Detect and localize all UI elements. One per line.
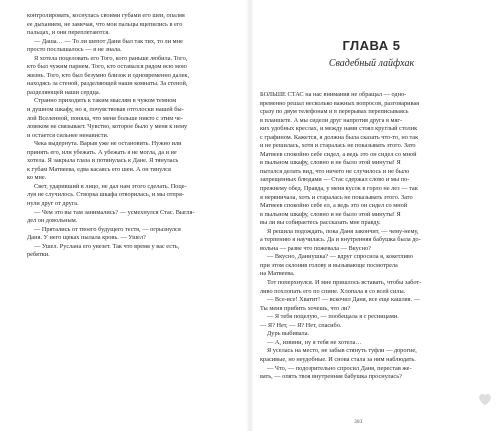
text-line: пальцах, и они переплетаются. <box>27 29 110 37</box>
text-line: в пыльном шкафу, словно и не было этой минуты! Я <box>260 159 401 167</box>
text-line: — Я тебя поцелую, — пообещала я с ресницами. <box>267 313 399 321</box>
text-line: Странно приходить к таким мыслям в чужом темном <box>34 97 177 105</box>
text-line: БОЛЬШЕ СТАС на нас внимания не обращал — одно- <box>260 91 407 98</box>
text-line: — Я? Нет, — Я? Нет, спасибо. <box>260 321 342 329</box>
text-line: при этом склонив голову и вызывающе посмотрела <box>260 261 398 269</box>
text-line: принять его, или убежать. А убежать я не могла, да и не <box>27 148 177 156</box>
text-line: Тот поперхнулся. И мне пришлось вставать, чтобы забот- <box>267 279 422 287</box>
text-line: Чека выдернута. Варыв уже не остановить. Нужно или <box>34 140 182 148</box>
text-line: ребятки. <box>27 251 50 259</box>
text-line: ко мне. <box>27 174 47 182</box>
text-line: луя не случилось. Створка шкафа отворилась, и мы отпря- <box>27 191 184 199</box>
text-line: Дурь выбивала. <box>267 330 310 338</box>
chapter-subtitle: Свадебный лайфхак <box>328 58 415 69</box>
text-line: Я уселась на место, не забыв стянуть туфли — дорогие, <box>267 347 417 355</box>
text-line: с графином. Кажется, я должна была сказать что-то, но так <box>260 133 419 141</box>
text-line: ких удобных креслах, и между нами стоял круглый столик <box>260 125 418 133</box>
text-line: и остается сильнее ненависти. <box>27 131 109 139</box>
text-line: — Все-все! Хватит! — вскочил Даня, все еще кашляя. — <box>267 296 420 304</box>
text-line: красивые, но неудобные. И снова стала за ним наблюдать. <box>260 355 416 363</box>
text-line: сразу по двум телефонам и в перерывах переписываясь <box>260 108 409 116</box>
text-line: — Даша… — То ли шепот Дани был так тих, то ли мне <box>34 37 183 45</box>
left-page <box>0 0 248 431</box>
text-line: дел он довольным. <box>27 217 78 225</box>
text-line: временно решал несколько важных вопросов, разговаривая <box>260 99 420 107</box>
text-line: — Что, — подозрительно спросил Даня, перестав же- <box>267 364 412 372</box>
text-line: — Чем это вы там занимались? — усмехнулся Стас. Выгля- <box>34 208 195 216</box>
text-line: разделяющей наши сердца. <box>27 88 101 96</box>
text-line: Я хотела поцеловать его Того, кого раньше любила. Того, <box>34 54 188 62</box>
text-line: Матвеев спокойно себе сидел, а ведь это он сидел со мной <box>260 150 417 158</box>
text-line: ливо похлопать его по спине. Хлопала я со всей силы. <box>260 287 406 295</box>
text-line: и не решилась, хотя и старалась не показывать этого. Зато <box>260 142 416 150</box>
chapter-title: ГЛАВА 5 <box>342 38 401 53</box>
text-line: нули друг от друга. <box>27 200 79 208</box>
text-line: кто был чужим парнем. Того, кто оставался рядом всю мою <box>27 63 187 71</box>
text-line: просто послышалось — я не знала. <box>27 46 122 54</box>
right-page <box>252 0 500 431</box>
text-line: находясь за стеной, разделяющей наши комнаты. За стеной, <box>27 80 188 88</box>
text-line: жизнь. Того, кто был безумно близок и одновременно далек, <box>27 71 190 79</box>
text-line: Даня. У него щеках пылала кровь. — Ушел? <box>27 234 146 242</box>
text-line: ее дыханием, не замечая, что мои пальцы вцепились в его <box>27 20 183 28</box>
heart-icon <box>478 393 492 406</box>
text-line: и душном шкафу, но я, почувствовав отголоски нашей бы- <box>27 106 184 114</box>
text-line: вы ли вы собираетесь рассказать мне правду. <box>260 219 381 227</box>
text-line: хотела. Я закрыла глаза и потянулась к Дане. Я тянулась <box>27 157 179 165</box>
text-line: вать, — опять твоя внутренняя бабушка проснулась? <box>260 373 402 381</box>
text-line: в планшете. А мы сидели друг напротив друга в мяг- <box>260 116 403 124</box>
text-line: — Прятались от твоего будущего тестя, — огрызнулся <box>34 225 181 233</box>
text-line: — А, извини, ну я тебя не хотела… <box>267 338 362 346</box>
text-line: Свет, ударивший в лицо, не дал нам этого сделать. Поце- <box>34 182 187 190</box>
text-line: пытался делать вид, что ничего не случилось и не было <box>260 167 410 175</box>
text-line: ловеком не связывает. Чувство, которое было у меня к нему <box>27 123 188 131</box>
text-line: к губам Матвеева, едва касаясь его шеи. А он тянулся <box>27 165 171 173</box>
text-line: в пыльном шкафу, словно и не было этой минуты! Я <box>260 210 401 218</box>
text-line: лой Вселенной, поняла, что меня больше никто с этим че- <box>27 114 183 122</box>
text-line: Матвеев спокойно себе ел, а ведь это он сидел со мной <box>260 202 408 210</box>
text-line: я нервничала, хоть и старалась не показывать этого. Зато <box>260 193 413 201</box>
text-line: а терпению я научилась. Да и внутренняя бабушка была до- <box>260 236 421 244</box>
text-line: Я решила подождать, пока Даня закончит, — чему-нему, <box>267 227 419 235</box>
page-number: 303 <box>354 419 363 425</box>
text-line: прежнему обед. Правда, у меня кусок в горло не лез — так <box>260 185 418 193</box>
right-page-body <box>260 91 483 382</box>
text-line: запрещенных блюдами — Стас сдержал слово и мы по- <box>260 176 410 184</box>
text-line: — Ушел. Руслана его увезет. Так что время у вас есть, <box>34 242 180 250</box>
text-line: на Матвеева. <box>260 270 295 278</box>
text-line: — Вкусно, Даниушка? — вдруг спросила я, кокетливо <box>267 253 413 261</box>
text-line: Ты меня прибить хочешь, что ли? <box>260 304 351 312</box>
text-line: контролировать, коснулась своими губами его шеи, опаляя <box>27 12 185 19</box>
text-line: вольна — разве что пожевала — Вкусно? <box>260 244 371 252</box>
